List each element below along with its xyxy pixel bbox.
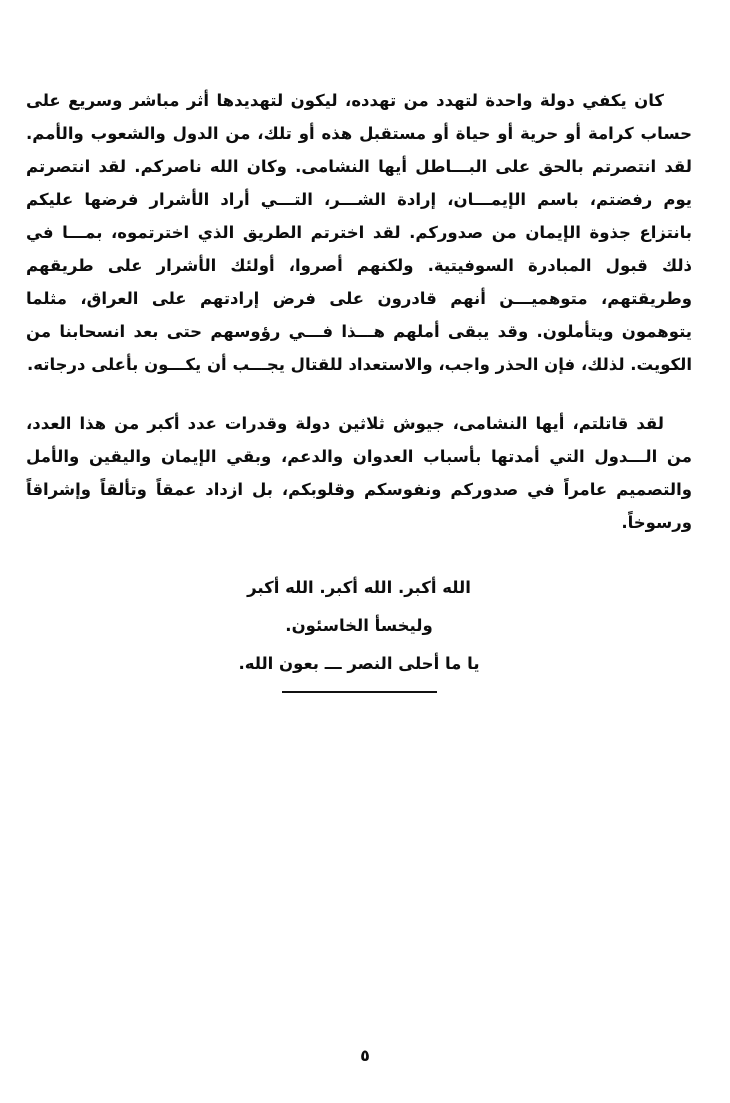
closing-line-2: وليخسأ الخاسئون. [285,616,433,635]
takbir-line: الله أكبر. الله أكبر. الله أكبر [247,578,471,597]
closing-line-3: يا ما أحلى النصر ـــ بعون الله. [238,654,480,673]
end-divider [282,691,437,693]
text-block [26,84,692,693]
paragraph-1: كان يكفي دولة واحدة لتهدد من تهدده، ليكون لتهديدها أثر مباشر وسريع على حساب كرامة أو حرية أو حياة أو مستقبل هذه أو تلك، من الدول والشعوب والأمم. لقد انتصرتم بالحق على البـــاطل أيها النشامى. وكان الله ناصركم. لقد انتصرتم يوم رفضتم، باسم الإيمـــان، إرادة الشـــر، التـــي أراد الأشرار فرضها عليكم بانتزاع جذوة الإيمان من صدوركم. لقد اخترتم الطريق الذي اخترتموه، بمـــا في ذلك قبول المبادرة السوفيتية. ولكنهم أصروا، أولئك الأشرار على طريقهم وطريقتهم، متوهميـــن أنهم قادرون على فرض إرادتهم على العراق، مثلما يتوهمون ويتأملون. وقد يبقى أملهم هـــذا فـــي رؤوسهم حتى بعد انسحابنا من الكويت. لذلك، فإن الحذر واجب، والاستعداد للقتال يجـــب أن يكـــون بأعلى درجاته. [26,91,692,374]
paragraph-2: لقد قاتلتم، أيها النشامى، جيوش ثلاثين دولة وقدرات عدد أكبر من هذا العدد، من الـــدول التي أمدتها بأسباب العدوان والدعم، وبقي الإيمان واليقين والأمل والتصميم عامراً في صدوركم ونفوسكم وقلوبكم، بل ازداد عمقاً وتألقاً وإشراقاً ورسوخاً. [26,414,692,532]
page-number: ٥ [360,1046,370,1065]
closing-lines [26,569,692,683]
